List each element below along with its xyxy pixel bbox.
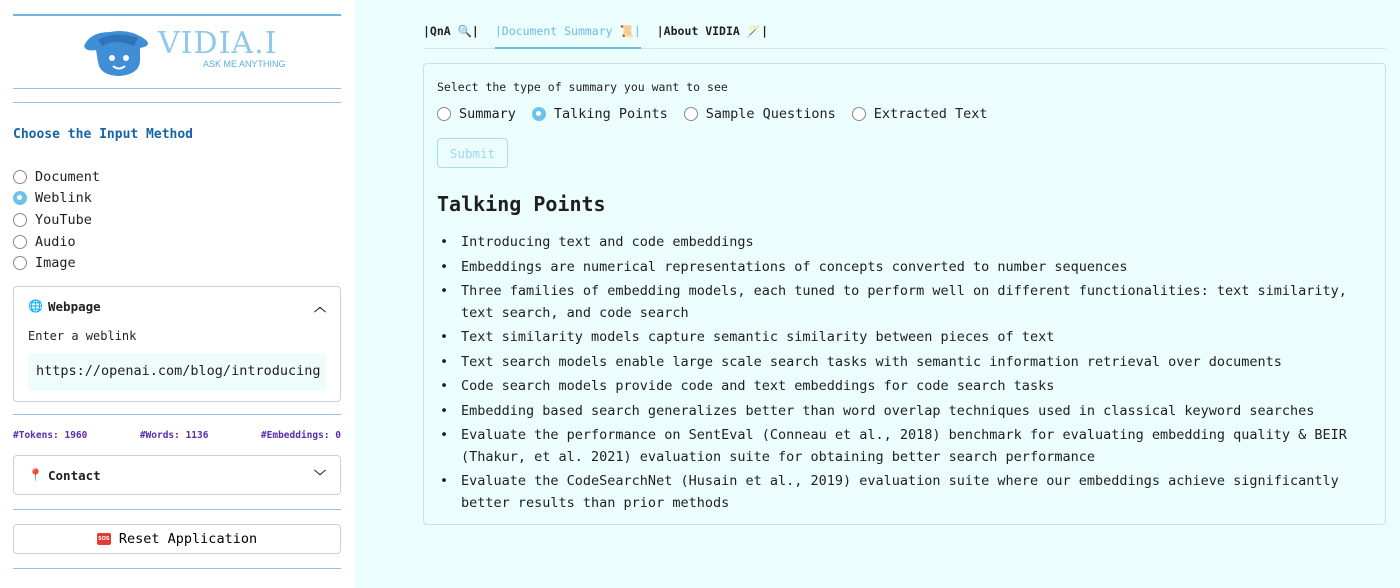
radio-option-summary[interactable] (437, 106, 516, 122)
input-method-heading: Choose the Input Method (13, 127, 194, 142)
logo-tagline: ASK ME ANYTHING (203, 59, 286, 69)
divider (13, 88, 341, 89)
sidebar (0, 0, 355, 588)
panel-title: Webpage (48, 298, 101, 314)
reset-application-button[interactable] (13, 524, 341, 554)
radio-option-sample-questions[interactable] (684, 106, 836, 122)
radio-button[interactable] (852, 107, 866, 121)
list-item: • Evaluate the CodeSearchNet (Husain et al., 2019) evaluation suite where our embeddings achieve significantly better results than prior methods (437, 471, 1357, 514)
divider (13, 14, 341, 16)
divider (13, 509, 341, 510)
tab-bar (423, 17, 1386, 49)
tab-about-vidia[interactable]: |About VIDIA 🪄| (656, 24, 768, 38)
radio-label: Weblink (35, 190, 92, 207)
divider (13, 102, 341, 103)
radio-label: Audio (35, 233, 76, 250)
radio-label: Image (35, 255, 76, 272)
radio-option-talking-points[interactable] (532, 106, 668, 122)
list-item: • Code search models provide code and text embeddings for code search tasks (437, 376, 1357, 398)
pushpin-icon: 📍 (28, 468, 43, 482)
summary-type-prompt: Select the type of summary you want to see (437, 80, 728, 94)
list-item: • Evaluate the performance on SentEval (Conneau et al., 2018) benchmark for evaluating embedding quality & BEIR (Thakur, et al. 2021) evaluation suite for obtaining better search performance (437, 425, 1357, 468)
embedding-count: #Embeddings: 0 (260, 430, 341, 441)
globe-icon: 🌐 (28, 299, 43, 313)
weblink-label: Enter a weblink (28, 329, 137, 343)
radio-label: Document (35, 168, 101, 185)
contact-panel-header[interactable] (14, 456, 340, 494)
contact-panel (13, 455, 341, 495)
input-method-radio-group (13, 166, 100, 274)
stats-bar (13, 430, 341, 441)
radio-button-checked[interactable] (13, 191, 27, 205)
radio-option-weblink[interactable] (13, 188, 100, 210)
submit-button[interactable]: Submit (437, 138, 508, 168)
radio-label: Sample Questions (705, 106, 836, 122)
chevron-up-icon[interactable]: ︿ (313, 299, 326, 314)
radio-button[interactable] (437, 107, 451, 121)
radio-option-document[interactable] (13, 166, 100, 188)
radio-label: Talking Points (553, 106, 668, 122)
logo-text: VIDIA.I (158, 26, 278, 61)
radio-option-audio[interactable] (13, 231, 100, 253)
summary-type-radio-group (437, 106, 1004, 122)
radio-label: Extracted Text (873, 106, 988, 122)
chevron-down-icon[interactable]: ﹀ (313, 468, 326, 483)
webpage-panel-header[interactable] (14, 287, 340, 325)
radio-button[interactable] (13, 235, 27, 249)
word-count: #Words: 1136 (139, 430, 209, 441)
list-item: • Text similarity models capture semantic similarity between pieces of text (437, 327, 1357, 349)
radio-button[interactable] (13, 170, 27, 184)
radio-option-image[interactable] (13, 252, 100, 274)
list-item: • Embeddings are numerical representations of concepts converted to number sequences (437, 257, 1357, 279)
reset-label: Reset Application (118, 531, 258, 547)
radio-button[interactable] (13, 256, 27, 270)
list-item: • Embedding based search generalizes better than word overlap techniques used in classical keyword searches (437, 401, 1357, 423)
radio-button-checked[interactable] (532, 107, 546, 121)
tab-qna[interactable]: |QnA 🔍| (423, 24, 479, 38)
tab-document-summary[interactable]: |Document Summary 📜| (495, 17, 641, 49)
panel-title: Contact (48, 467, 101, 483)
webpage-panel (13, 286, 341, 402)
divider (13, 414, 341, 415)
list-item: • Text search models enable large scale search tasks with semantic information retrieval over documents (437, 352, 1357, 374)
summary-panel (423, 63, 1386, 525)
radio-option-youtube[interactable] (13, 209, 100, 231)
radio-option-extracted-text[interactable] (852, 106, 988, 122)
divider (13, 568, 341, 569)
token-count: #Tokens: 1960 (13, 430, 88, 441)
radio-label: YouTube (35, 211, 92, 228)
talking-points-list (437, 232, 1357, 517)
list-item: • Three families of embedding models, each tuned to perform well on different functionalities: text similarity, text search, and code search (437, 281, 1357, 324)
list-item: • Introducing text and code embeddings (437, 232, 1357, 254)
result-title: Talking Points (437, 192, 606, 216)
radio-label: Summary (459, 106, 516, 122)
radio-button[interactable] (684, 107, 698, 121)
sos-icon: SOS (97, 533, 111, 545)
radio-button[interactable] (13, 213, 27, 227)
weblink-input[interactable]: https://openai.com/blog/introducing (28, 353, 326, 391)
